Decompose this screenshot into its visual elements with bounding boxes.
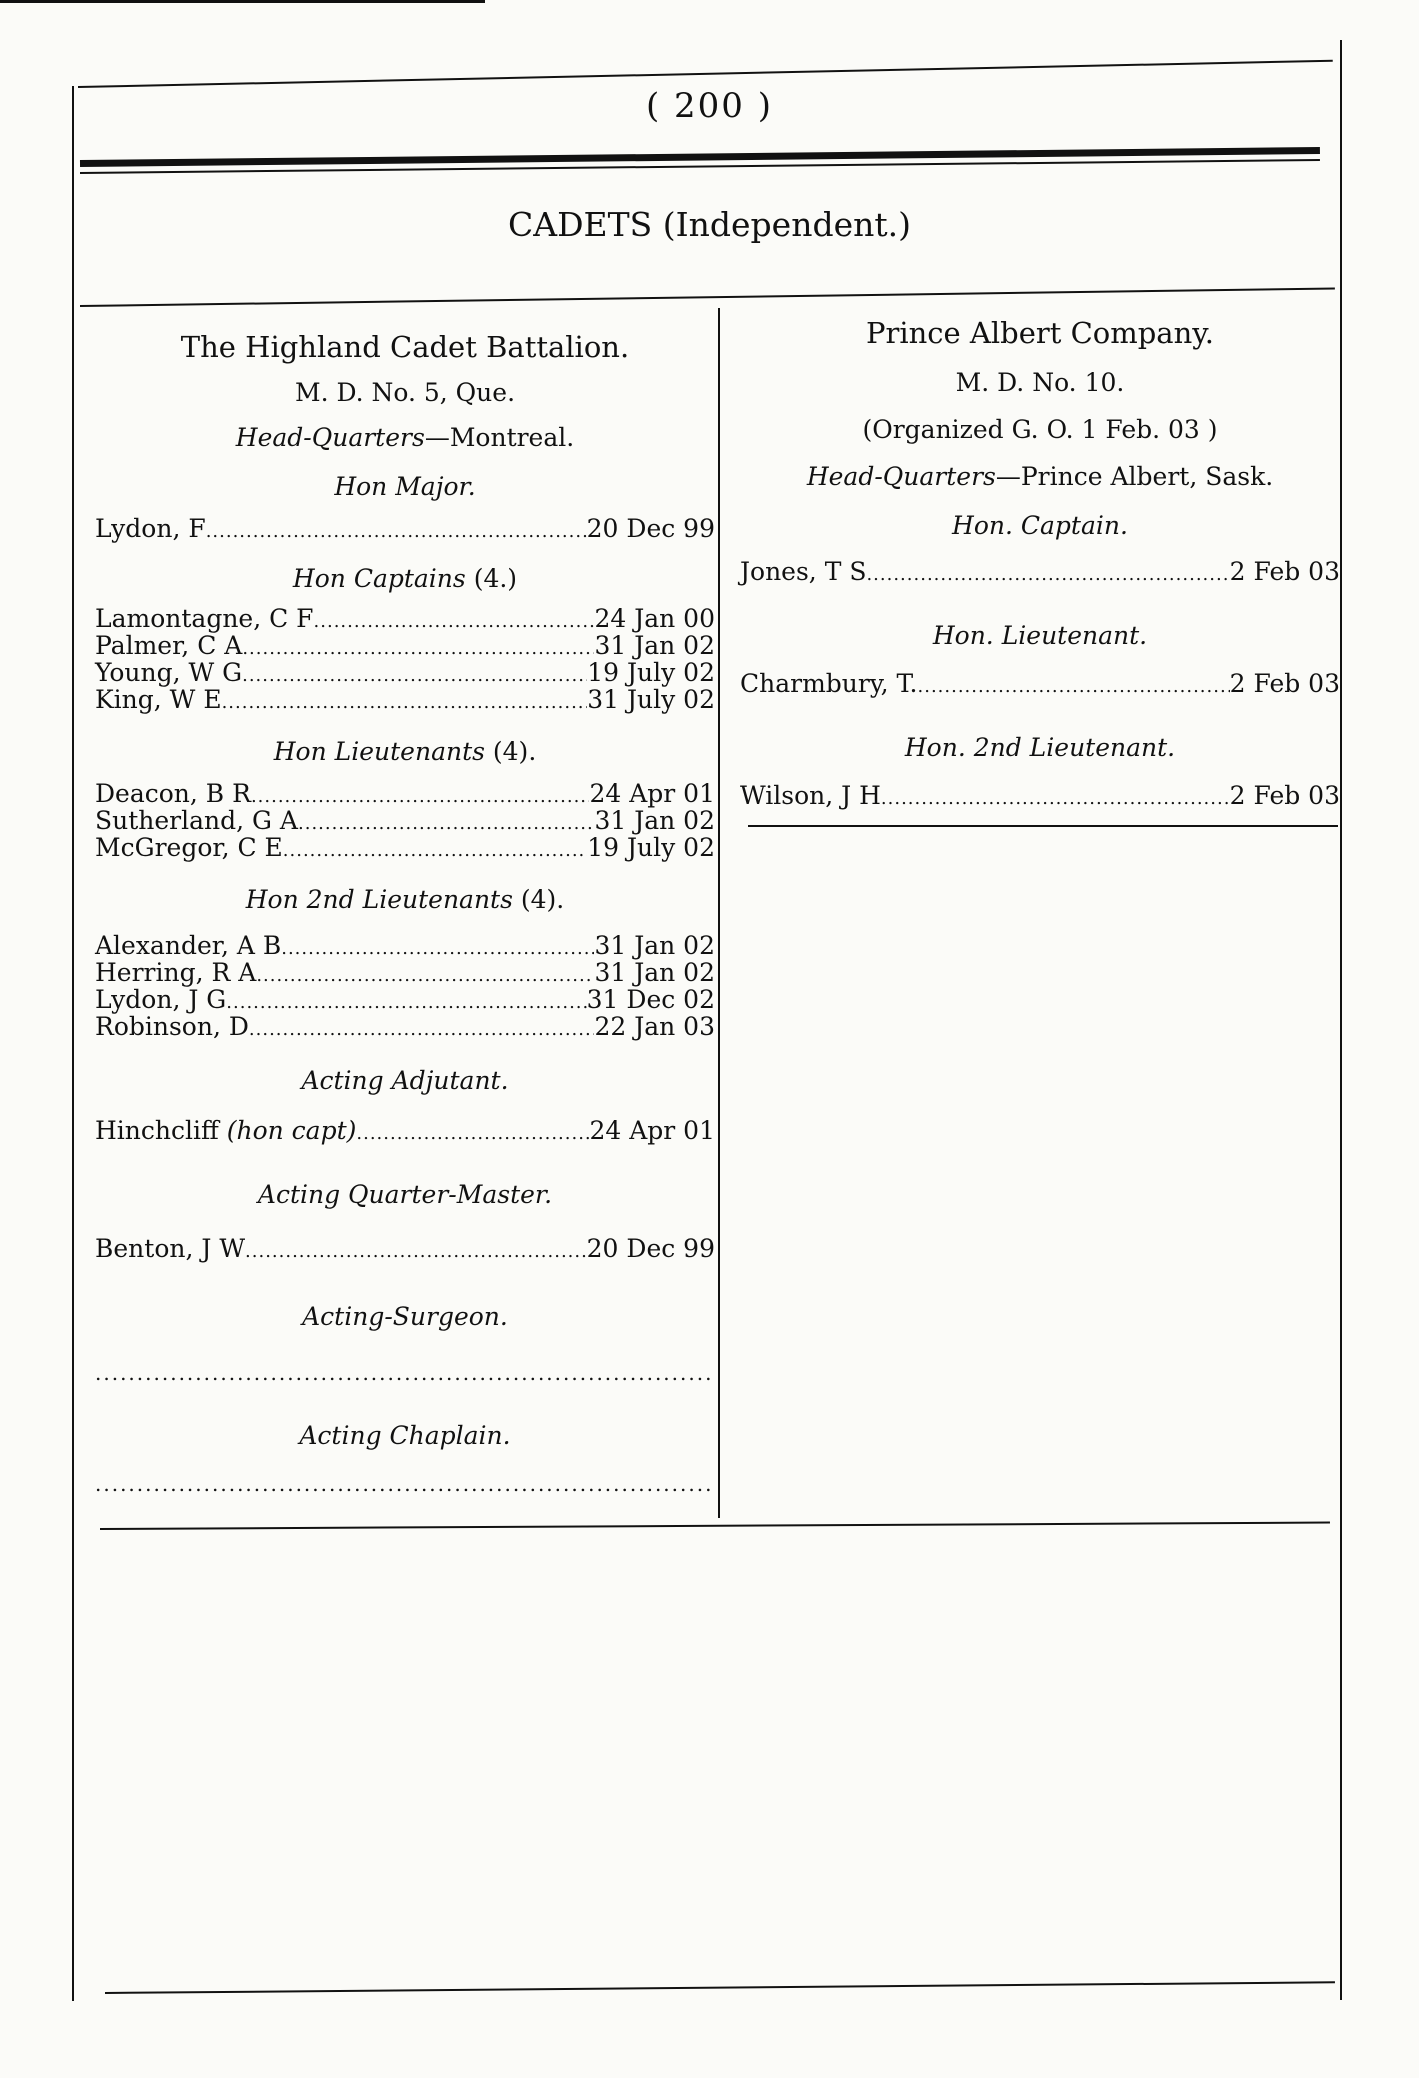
list-item: Wilson, J H ..... 2 Feb 03 bbox=[740, 784, 1340, 811]
list-item: Hinchcliff (hon capt) ..... 24 Apr 01 bbox=[95, 1119, 715, 1146]
list-item: Young, W G ..... 19 July 02 bbox=[95, 661, 715, 688]
section-heading: Hon. 2nd Lieutenant. bbox=[904, 733, 1176, 762]
district: M. D. No. 5, Que. bbox=[294, 378, 516, 407]
content-bottom-rule bbox=[100, 1522, 1330, 1530]
list-item: Sutherland, G A ..... 31 Jan 02 bbox=[95, 809, 715, 836]
list-item: Charmbury, T. ..... 2 Feb 03 bbox=[740, 672, 1340, 699]
list-item: Lamontagne, C F ..... 24 Jan 00 bbox=[95, 607, 715, 634]
list-item: Benton, J W ..... 20 Dec 99 bbox=[95, 1237, 715, 1264]
page-bottom-rule bbox=[105, 1981, 1335, 1994]
top-stub-rule bbox=[0, 0, 485, 3]
list-item: King, W E ..... 31 July 02 bbox=[95, 688, 715, 715]
left-column bbox=[95, 330, 715, 1496]
list-item: Jones, T S ..... 2 Feb 03 bbox=[740, 560, 1340, 587]
list-item: Alexander, A B ..... 31 Jan 02 bbox=[95, 934, 715, 961]
section-heading: Acting-Surgeon. bbox=[302, 1302, 508, 1331]
blank-line bbox=[95, 1361, 715, 1385]
blank-line bbox=[95, 1472, 715, 1496]
list-item: Deacon, B R ..... 24 Apr 01 bbox=[95, 782, 715, 809]
section-heading: Hon Lieutenants (4). bbox=[273, 737, 537, 766]
section-heading: Hon. Lieutenant. bbox=[932, 621, 1148, 650]
district: M. D. No. 10. bbox=[955, 368, 1125, 397]
page-number: ( 200 ) bbox=[645, 86, 774, 126]
section-end-rule bbox=[748, 825, 1338, 827]
section-heading: Acting Quarter-Master. bbox=[257, 1180, 553, 1209]
section-heading: Hon 2nd Lieutenants (4). bbox=[245, 885, 565, 914]
right-column bbox=[740, 316, 1340, 827]
list-item: Robinson, D ..... 22 Jan 03 bbox=[95, 1015, 715, 1042]
title-bottom-rule bbox=[80, 287, 1335, 307]
section-heading: Hon Major. bbox=[334, 472, 476, 501]
section-heading: Hon. Captain. bbox=[952, 511, 1128, 540]
section-heading: Acting Adjutant. bbox=[301, 1066, 509, 1095]
headquarters: Head-Quarters—Prince Albert, Sask. bbox=[806, 462, 1274, 491]
unit-name: Prince Albert Company. bbox=[865, 316, 1215, 350]
column-divider bbox=[718, 308, 720, 1518]
frame-left bbox=[72, 86, 74, 2001]
list-item: Lydon, J G ..... 31 Dec 02 bbox=[95, 988, 715, 1015]
headquarters: Head-Quarters—Montreal. bbox=[235, 423, 575, 452]
frame-right bbox=[1340, 40, 1342, 2000]
unit-name: The Highland Cadet Battalion. bbox=[180, 330, 630, 364]
header-thick-rule bbox=[80, 147, 1320, 167]
list-item: McGregor, C E ..... 19 July 02 bbox=[95, 836, 715, 863]
list-item: Palmer, C A ..... 31 Jan 02 bbox=[95, 634, 715, 661]
list-item: Herring, R A ..... 31 Jan 02 bbox=[95, 961, 715, 988]
page-title: CADETS (Independent.) bbox=[508, 205, 911, 244]
header-top-rule bbox=[78, 60, 1333, 88]
organized-note: (Organized G. O. 1 Feb. 03 ) bbox=[862, 415, 1218, 444]
list-item: Lydon, F ..... 20 Dec 99 bbox=[95, 517, 715, 544]
section-heading: Hon Captains (4.) bbox=[292, 564, 518, 593]
section-heading: Acting Chaplain. bbox=[299, 1421, 511, 1450]
